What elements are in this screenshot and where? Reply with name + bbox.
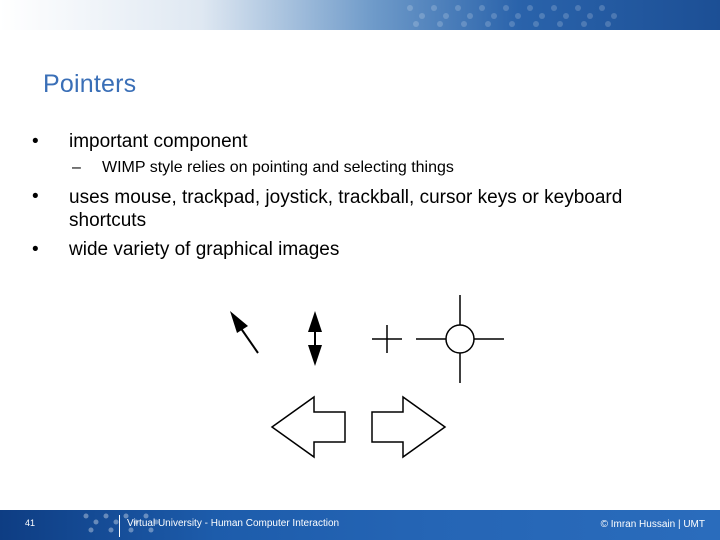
right-block-arrow-icon	[372, 397, 445, 457]
bullet-text: uses mouse, trackpad, joystick, trackball, cursor keys or keyboard shortcuts	[69, 187, 623, 231]
left-block-arrow-icon	[272, 397, 345, 457]
footer-bar	[0, 510, 720, 540]
arrow-pointer-icon	[230, 311, 258, 353]
sub-bullet-marker: –	[72, 159, 81, 176]
slide-title: Pointers	[43, 70, 137, 98]
footer-divider	[119, 515, 120, 537]
bullet-marker: •	[32, 239, 39, 260]
bullet-text: important component	[69, 131, 248, 152]
crosshair-icon	[372, 325, 402, 353]
vertical-double-arrow-icon	[308, 311, 322, 366]
bullet-text: wide variety of graphical images	[69, 239, 340, 260]
sub-bullet-text: WIMP style relies on pointing and selecting things	[102, 159, 454, 176]
circle-crosshair-icon	[416, 295, 504, 383]
course-name: Virtual University - Human Computer Interaction	[127, 518, 340, 529]
copyright-text: © Imran Hussain | UMT	[600, 519, 705, 530]
bullet-marker: •	[32, 186, 39, 207]
bullet-marker: •	[32, 131, 39, 152]
page-number: 41	[25, 518, 36, 528]
